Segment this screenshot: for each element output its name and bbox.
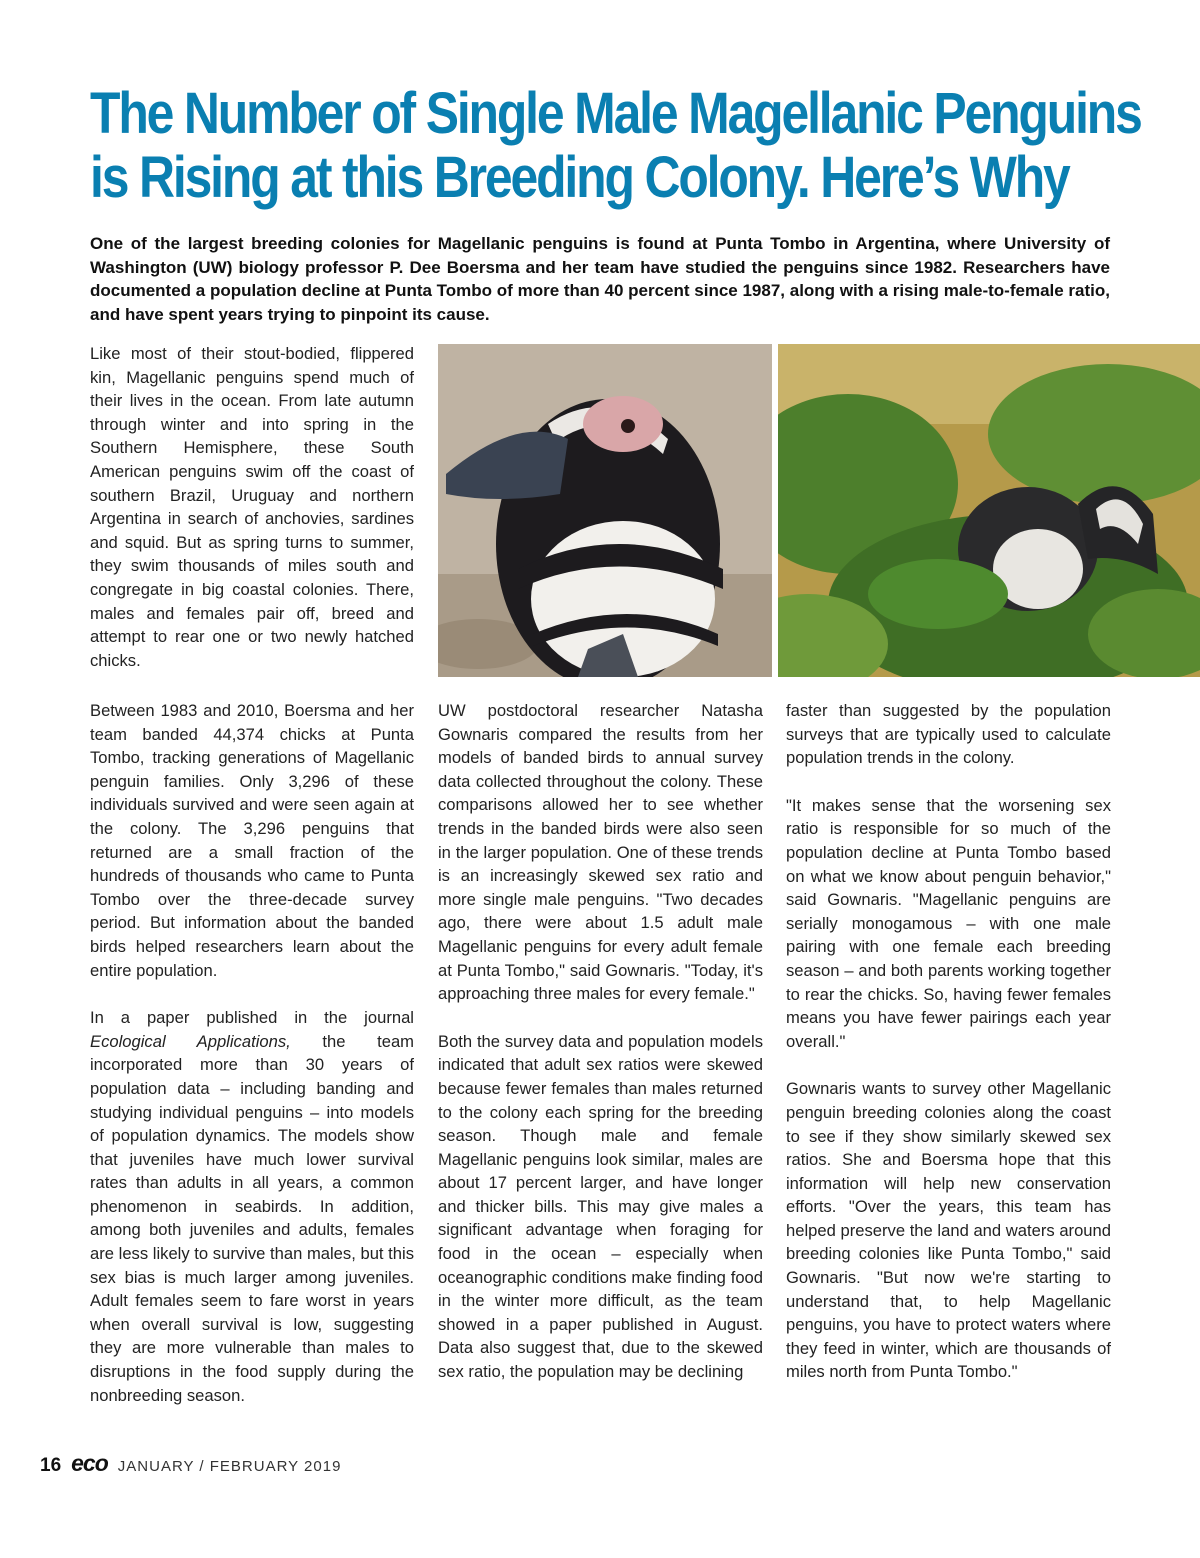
magazine-logo: eco (71, 1450, 108, 1476)
paragraph-6: faster than suggested by the population surveys that are typically used to calculate population trends in the colony. (786, 701, 1111, 768)
title-line-1: The Number of Single Male Magellanic Penguins (90, 81, 1141, 146)
page-number: 16 (40, 1455, 62, 1476)
article-title (90, 81, 1141, 210)
page-footer (40, 1450, 341, 1480)
paragraph-2: Between 1983 and 2010, Boersma and her team banded 44,374 chicks at Punta Tombo, tracking generations of Magellanic penguin families. Only 3,296 of these individuals survived and were seen again at the colony. The 3,296 penguins that returned are a small fraction of the hundreds of thousands who came to Punta Tombo over the three-decade survey period. But information about the banded birds helped researchers learn about the entire population. (90, 701, 414, 980)
column-1 (90, 699, 414, 1431)
paragraph-1: Like most of their stout-bodied, flippered kin, Magellanic penguins spend much of their lives in the ocean. From late autumn through winter and into spring in the Southern Hemisphere, these South American penguins swim off the coast of southern Brazil, Uruguay and northern Argentina in search of anchovies, sardines and squid. But as spring turns to summer, they swim thousands of miles south and congregate in big coastal colonies. There, males and females pair off, breed and attempt to rear one or two newly hatched chicks. (90, 344, 414, 670)
paragraph-5: Both the survey data and population models indicated that adult sex ratios were skewed because fewer females than males returned to the colony each spring for the breeding season. Though male and female Magellanic penguins look similar, males are about 17 percent larger, and have longer and thicker bills. This may give males a significant advantage when foraging for food in the ocean – especially when oceanographic conditions make finding food in the winter more difficult, as the team showed in a paper published in August. Data also suggest that, due to the skewed sex ratio, the population may be declining (438, 1031, 763, 1382)
paragraph-8: Gownaris wants to survey other Magellanic penguin breeding colonies along the coast to see if they show similarly skewed sex ratios. She and Boersma hope that this information will help new conservation efforts. "Over the years, this team has helped preserve the land and waters around breeding colonies like Punta Tombo," said Gownaris. "But now we're starting to understand that, to help Magellanic penguins, you have to protect waters where they feed in winter, which are thousands of miles north from Punta Tombo." (786, 1079, 1111, 1382)
penguin-pair-in-grass-photo (778, 344, 1200, 677)
issue-date: JANUARY / FEBRUARY 2019 (117, 1458, 342, 1475)
column-top-left (90, 342, 414, 696)
title-line-2: is Rising at this Breeding Colony. Here’s Why (90, 145, 1069, 210)
paragraph-3-lead: In a paper published in the journal (90, 1008, 414, 1028)
paragraph-3 (90, 1006, 414, 1407)
penguin-closeup-photo (438, 344, 772, 677)
paragraph-7: "It makes sense that the worsening sex ratio is responsible for so much of the population decline at Punta Tombo based on what we know about penguin behavior," said Gownaris. "Magellanic penguins are serially monogamous – with one male pairing with one female each breeding season – and both parents working together to rear the chicks. So, having fewer females means you have fewer pairings each year overall." (786, 795, 1111, 1051)
paragraph-4: UW postdoctoral researcher Natasha Gownaris compared the results from her models of banded birds to annual survey data collected throughout the colony. These comparisons allowed her to see whether trends in the banded birds were also seen in the larger population. One of these trends is an increasingly skewed sex ratio and more single male penguins. "Two decades ago, there were about 1.5 adult male Magellanic penguins for every adult female at Punta Tombo," said Gownaris. "Today, it's approaching three males for every female." (438, 701, 763, 1004)
journal-name: Ecological Applications, (90, 1031, 291, 1051)
column-2 (438, 699, 763, 1408)
paragraph-3-body: the team incorporated more than 30 years of population data – including banding and studying individual penguins – into models of population dynamics. The models show that juveniles have much lower survival rates than adults in all years, a common phenomenon in seabirds. In addition, among both juveniles and adults, females are less likely to survive than males, but this sex bias is much larger among juveniles. Adult females seem to fare worst in years when overall survival is low, suggesting they are more vulnerable than males to disruptions in the food supply during the nonbreeding season. (90, 1031, 414, 1405)
column-3 (786, 699, 1111, 1408)
article-intro: One of the largest breeding colonies for Magellanic penguins is found at Punta Tombo in Argentina, where University of Washington (UW) biology professor P. Dee Boersma and her team have studied the penguins since 1982. Researchers have documented a population decline at Punta Tombo of more than 40 percent since 1987, along with a rising male-to-female ratio, and have spent years trying to pinpoint its cause. (90, 234, 1110, 324)
